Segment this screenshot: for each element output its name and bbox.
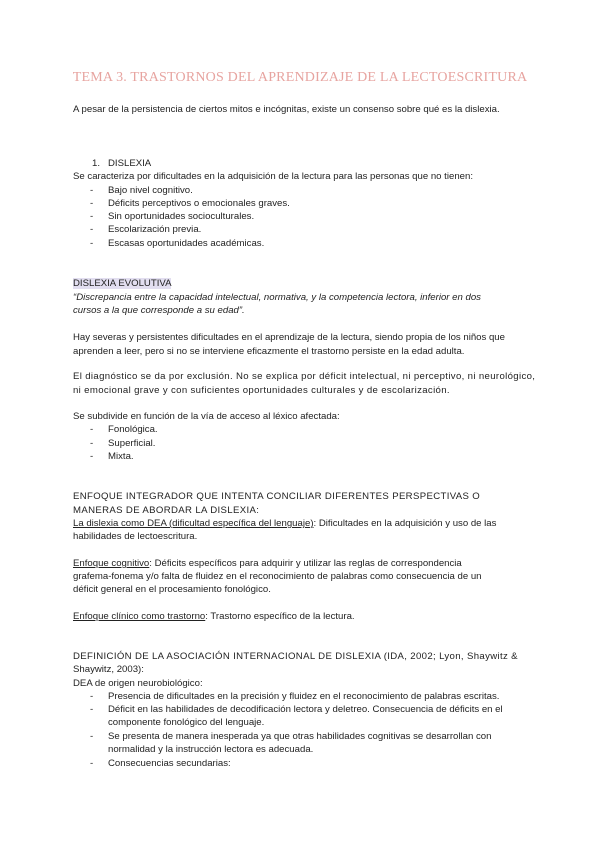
document-title: TEMA 3. TRASTORNOS DEL APRENDIZAJE DE LA LECTOESCRITURA (72, 70, 528, 85)
enfoque-heading: ENFOQUE INTEGRADOR QUE INTENTA CONCILIAR DIFERENTES PERSPECTIVAS O (73, 491, 481, 502)
bullet-dash: - (90, 704, 94, 715)
paragraph: Hay severas y persistentes dificultades en el aprendizaje de la lectura, siendo propia de los niños que (73, 332, 505, 343)
clinico-label: Enfoque clínico como trastorno (73, 611, 206, 622)
cognitivo-label: Enfoque cognitivo (73, 558, 150, 569)
list-item: Escasas oportunidades académicas. (108, 238, 265, 249)
dea-label: La dislexia como DEA (dificultad específica del lenguaje) (73, 518, 314, 529)
definicion-heading: Shaywitz, 2003): (73, 664, 144, 675)
bullet-dash: - (90, 198, 94, 209)
list-item: Superficial. (108, 438, 156, 449)
list-item-continuation: normalidad y la instrucción lectora es adecuada. (108, 744, 314, 755)
list-item: Mixta. (108, 451, 134, 462)
paragraph: aprenden a leer, pero si no se interviene eficazmente el trastorno persiste en la edad adulta. (73, 346, 465, 357)
list-item: Escolarización previa. (108, 224, 202, 235)
bullet-dash: - (90, 758, 94, 769)
definition-quote: cursos a la que corresponde a su edad”. (73, 305, 245, 316)
dea-text: habilidades de lectoescritura. (73, 531, 198, 542)
definicion-heading: DEFINICIÓN DE LA ASOCIACIÓN INTERNACIONAL DE DISLEXIA (IDA, 2002; Lyon, Shaywitz & (73, 651, 518, 662)
bullet-dash: - (90, 424, 94, 435)
bullet-dash: - (90, 224, 94, 235)
section-number: 1. (92, 158, 101, 169)
definition-quote: “Discrepancia entre la capacidad intelectual, normativa, y la competencia lectora, inferior en dos (73, 292, 481, 303)
list-item: Se presenta de manera inesperada ya que otras habilidades cognitivas se desarrollan con (108, 731, 492, 742)
intro-paragraph: A pesar de la persistencia de ciertos mitos e incógnitas, existe un consenso sobre qué es la dislexia. (73, 104, 500, 115)
list-item: Bajo nivel cognitivo. (108, 185, 193, 196)
section-heading: DISLEXIA (108, 158, 152, 169)
list-item: Consecuencias secundarias: (108, 758, 231, 769)
dea-text: : Dificultades en la adquisición y uso de las (313, 518, 497, 529)
paragraph: Se subdivide en función de la vía de acceso al léxico afectada: (73, 411, 340, 422)
bullet-dash: - (90, 238, 94, 249)
bullet-dash: - (90, 438, 94, 449)
bullet-dash: - (90, 451, 94, 462)
bullet-dash: - (90, 211, 94, 222)
list-item: Déficits perceptivos o emocionales graves. (108, 198, 290, 209)
cognitivo-text: : Déficits específicos para adquirir y utilizar las reglas de correspondencia (149, 558, 462, 569)
paragraph: ni emocional grave y con suficientes oportunidades culturales y de escolarización. (73, 385, 450, 396)
list-item: Presencia de dificultades en la precisión y fluidez en el reconocimiento de palabras escritas. (108, 691, 500, 702)
cognitivo-text: déficit general en el procesamiento fonológico. (73, 584, 271, 595)
list-item: Déficit en las habilidades de decodificación lectora y deletreo. Consecuencia de déficits en el (108, 704, 503, 715)
cognitivo-text: grafema-fonema y/o falta de fluidez en el reconocimiento de palabras como consecuencia de un (73, 571, 482, 582)
bullet-dash: - (90, 731, 94, 742)
list-item-continuation: componente fonológico del lenguaje. (108, 717, 265, 728)
paragraph: El diagnóstico se da por exclusión. No se explica por déficit intelectual, ni perceptivo, ni neurológico, (73, 371, 536, 382)
clinico-text: : Trastorno específico de la lectura. (205, 611, 355, 622)
section-lead: Se caracteriza por dificultades en la adquisición de la lectura para las personas que no tienen: (73, 171, 473, 182)
bullet-dash: - (90, 185, 94, 196)
bullet-dash: - (90, 691, 94, 702)
list-item: Sin oportunidades socioculturales. (108, 211, 255, 222)
list-item: Fonológica. (108, 424, 158, 435)
enfoque-heading: MANERAS DE ABORDAR LA DISLEXIA: (73, 505, 260, 516)
evolutiva-heading: DISLEXIA EVOLUTIVA (73, 278, 172, 289)
definicion-lead: DEA de origen neurobiológico: (73, 678, 203, 689)
